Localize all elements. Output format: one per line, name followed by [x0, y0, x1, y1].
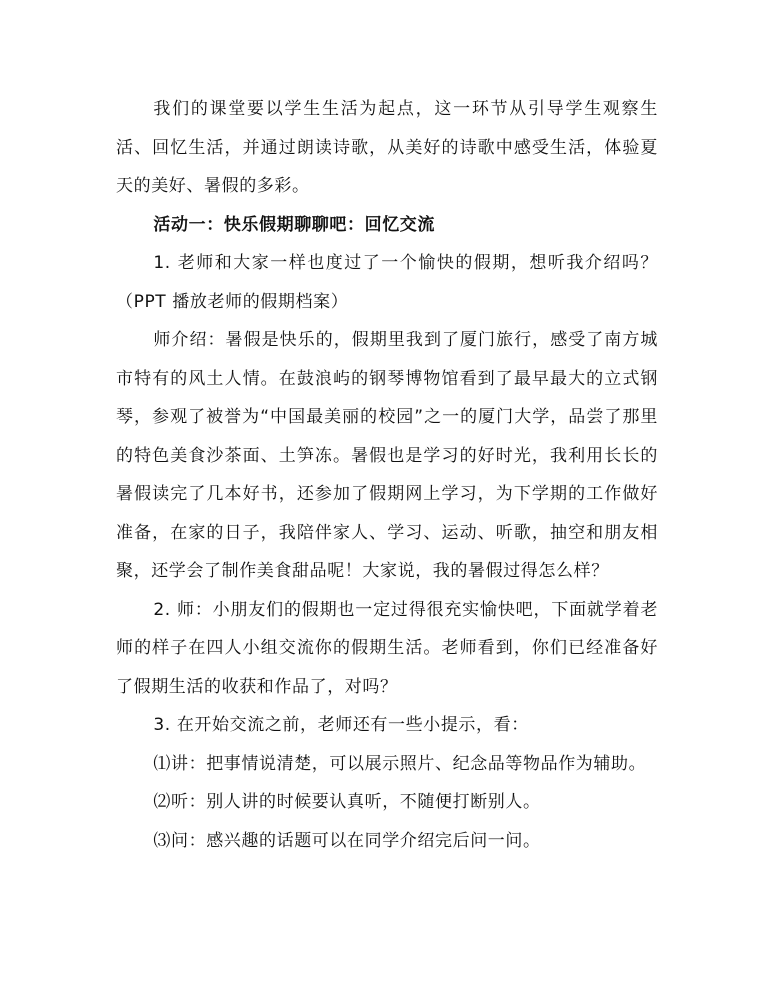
teacher-intro-paragraph: 师介绍：暑假是快乐的，假期里我到了厦门旅行，感受了南方城市特有的风土人情。在鼓浪屿的钢琴博物馆看到了最早最大的立式钢琴，参观了被誉为“中国最美丽的校园”之一的厦门大学，品尝了那里的特色美食沙茶面、土笋冻。暑假也是学习的好时光，我利用长长的暑假读完了几本好书，还参加了假期网上学习，为下学期的工作做好准备，在家的日子，我陪伴家人、学习、运动、听歌，抽空和朋友相聚，还学会了制作美食甜品呢！大家说，我的暑假过得怎么样？ [116, 330, 658, 581]
activity-heading: 活动一：快乐假期聊聊吧：回忆交流 [153, 214, 435, 235]
intro-paragraph: 我们的课堂要以学生生活为起点，这一环节从引导学生观察生活、回忆生活，并通过朗读诗歌，从美好的诗歌中感受生活，体验夏天的美好、暑假的多彩。 [116, 99, 658, 196]
step-3-paragraph: 3. 在开始交流之前，老师还有一些小提示，看： [153, 715, 529, 735]
step-2-paragraph: 2. 师：小朋友们的假期也一定过得很充实愉快吧，下面就学着老师的样子在四人小组交流你的假期生活。老师看到，你们已经准备好了假期生活的收获和作品了，对吗？ [116, 599, 658, 697]
tip-ask: ⑶问：感兴趣的话题可以在同学介绍完后问一问。 [153, 830, 541, 851]
tip-listen: ⑵听：别人讲的时候要认真听，不随便打断别人。 [153, 792, 541, 812]
tip-speak: ⑴讲：把事情说清楚，可以展示照片、纪念品等物品作为辅助。 [153, 753, 647, 774]
step-1-paragraph: 1. 老师和大家一样也度过了一个愉快的假期，想听我介绍吗？（PPT 播放老师的假期档案） [116, 253, 658, 312]
